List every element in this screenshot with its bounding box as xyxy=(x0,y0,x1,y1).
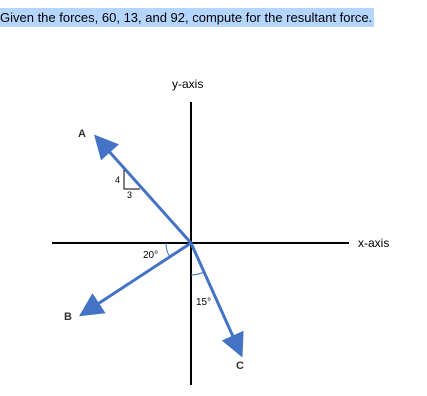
x-axis-label: x-axis xyxy=(358,236,390,250)
vector-b-angle-arc xyxy=(166,243,170,257)
vector-b-angle-label: 20° xyxy=(143,250,159,261)
vector-b-arrow xyxy=(84,243,191,313)
vector-a-label: A xyxy=(78,128,86,140)
question-text: Given the forces, 60, 13, and 92, compute for the resultant force. xyxy=(0,10,373,25)
vector-b-label: B xyxy=(64,311,72,323)
y-axis-label: y-axis xyxy=(172,77,204,91)
slope-run-label: 3 xyxy=(127,190,133,200)
vector-a-arrow xyxy=(98,139,191,243)
vector-c-angle-label: 15° xyxy=(196,297,212,308)
slope-rise-label: 4 xyxy=(115,175,121,185)
vector-c-label: C xyxy=(236,360,244,372)
vector-c-angle-arc xyxy=(191,272,204,275)
